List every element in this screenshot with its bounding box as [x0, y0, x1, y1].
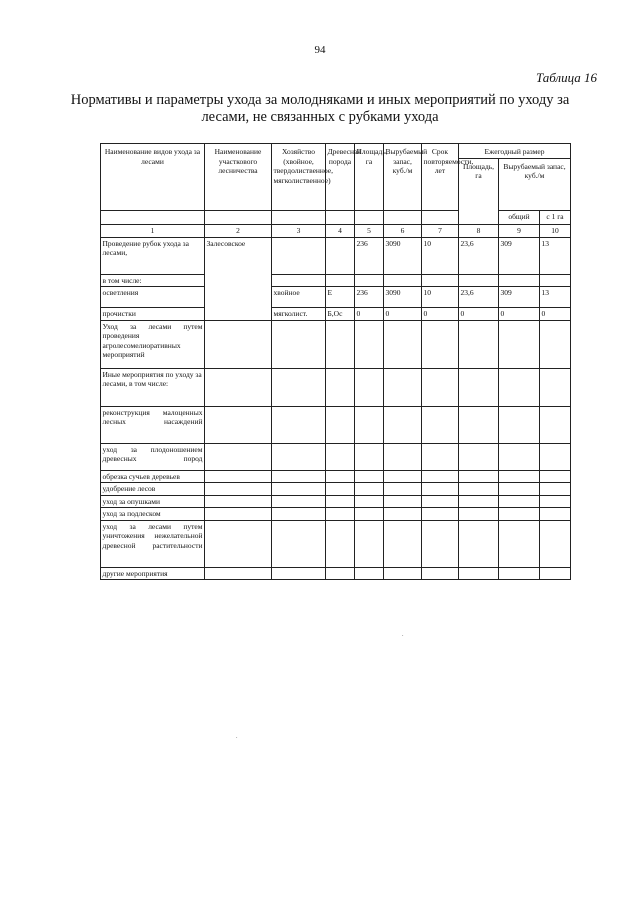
- stock-value: 0: [384, 308, 422, 321]
- header-activity: Наименование видов ухода за лесами: [101, 144, 205, 211]
- column-number: 3: [272, 224, 326, 237]
- annual-total-value: 309: [499, 287, 540, 308]
- activity-name: в том числе:: [101, 274, 205, 287]
- farm-type-value: хвойное: [272, 287, 326, 308]
- norms-table: [100, 143, 571, 580]
- table-row: [101, 406, 571, 443]
- table-row: [101, 470, 571, 483]
- header-species: Древесная порода: [326, 144, 355, 211]
- table-row: [101, 237, 571, 274]
- header-area: Площадь, га: [355, 144, 384, 211]
- header-stock: Вырубаемый запас, куб./м: [384, 144, 422, 211]
- table-row: [101, 308, 571, 321]
- column-number: 4: [326, 224, 355, 237]
- table-row: [101, 508, 571, 521]
- annual-per-ha-value: 0: [540, 308, 571, 321]
- farm-type-value: мягколист.: [272, 308, 326, 321]
- table-row: [101, 368, 571, 406]
- table-row: [101, 287, 571, 308]
- table-row: [101, 443, 571, 470]
- species-value: Б,Ос: [326, 308, 355, 321]
- area-value: 236: [355, 287, 384, 308]
- activity-name: уход за лесами путем уничтожения нежелательной древесной растительности: [101, 520, 205, 567]
- document-title: Нормативы и параметры ухода за молодняками и иных мероприятий по уходу за лесами, не связанных с рубками ухода: [70, 92, 570, 125]
- activity-name: Иные мероприятия по уходу за лесами, в том числе:: [101, 368, 205, 406]
- stock-value: 3090: [384, 237, 422, 274]
- forestry-name: Залесовское: [205, 237, 272, 320]
- scan-speck: .: [236, 734, 238, 740]
- header-farm-type: Хозяйство (хвойное, твердолиственное, мягколиственное): [272, 144, 326, 211]
- header-annual-area: Площадь, га: [459, 158, 499, 224]
- annual-per-ha-value: 13: [540, 237, 571, 274]
- annual-area-value: 23,6: [459, 287, 499, 308]
- header-annual: Ежегодный размер: [459, 144, 571, 159]
- period-value: 10: [422, 237, 459, 274]
- annual-total-value: 0: [499, 308, 540, 321]
- activity-name: реконструкция малоценных лесных насаждений: [101, 406, 205, 443]
- activity-name: Проведение рубок ухода за лесами,: [101, 237, 205, 274]
- table-label: Таблица 16: [535, 70, 597, 85]
- activity-name: Уход за лесами путем проведения агролесомелиоративных мероприятий: [101, 320, 205, 368]
- header-annual-per-ha: с 1 га: [540, 210, 571, 224]
- column-number: 8: [459, 224, 499, 237]
- activity-name: прочистки: [101, 308, 205, 321]
- column-number: 1: [101, 224, 205, 237]
- header-period: Срок повторяемости, лет: [422, 144, 459, 211]
- activity-name: другие мероприятия: [101, 567, 205, 580]
- column-number: 5: [355, 224, 384, 237]
- column-number: 9: [499, 224, 540, 237]
- column-numbers-row: [101, 224, 571, 237]
- area-value: 0: [355, 308, 384, 321]
- activity-name: удобрение лесов: [101, 483, 205, 496]
- activity-name: осветления: [101, 287, 205, 308]
- species-value: Е: [326, 287, 355, 308]
- table-row: [101, 483, 571, 496]
- table-row: [101, 520, 571, 567]
- table-row: [101, 274, 571, 287]
- annual-area-value: 0: [459, 308, 499, 321]
- table-row: [101, 320, 571, 368]
- period-value: 10: [422, 287, 459, 308]
- column-number: 6: [384, 224, 422, 237]
- stock-value: 3090: [384, 287, 422, 308]
- annual-per-ha-value: 13: [540, 287, 571, 308]
- activity-name: уход за подлеском: [101, 508, 205, 521]
- column-number: 10: [540, 224, 571, 237]
- column-number: 7: [422, 224, 459, 237]
- table-row: [101, 495, 571, 508]
- header-forestry: Наименование участкового лесничества: [205, 144, 272, 211]
- scan-speck: .: [402, 632, 404, 638]
- table-row: [101, 567, 571, 580]
- header-annual-total: общий: [499, 210, 540, 224]
- activity-name: уход за плодоношением древесных пород: [101, 443, 205, 470]
- area-value: 236: [355, 237, 384, 274]
- header-annual-stock: Вырубаемый запас, куб./м: [499, 158, 571, 210]
- page-number: 94: [314, 44, 326, 56]
- period-value: 0: [422, 308, 459, 321]
- column-number: 2: [205, 224, 272, 237]
- activity-name: уход за опушками: [101, 495, 205, 508]
- annual-total-value: 309: [499, 237, 540, 274]
- activity-name: обрезка сучьев деревьев: [101, 470, 205, 483]
- annual-area-value: 23,6: [459, 237, 499, 274]
